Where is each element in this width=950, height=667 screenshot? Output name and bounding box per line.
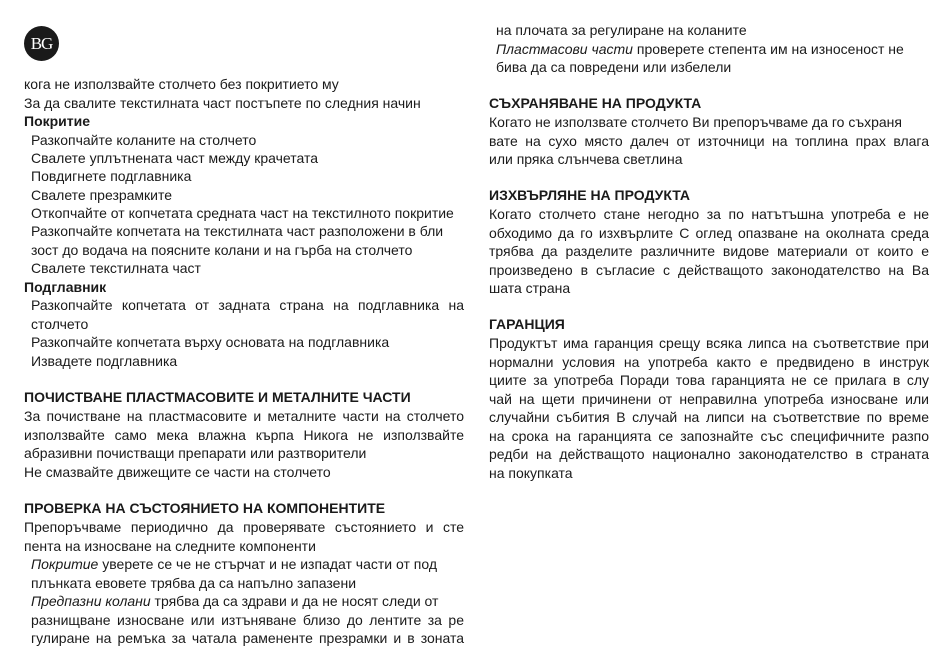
text-line: За почистване на пластмасовите и металните части на столчето <box>24 408 464 424</box>
item-label-cover: Покритие <box>31 556 99 572</box>
text-line: Продуктът има гаранция срещу всяка липса на съответствие при <box>489 335 929 351</box>
text-line: на срока на гаранцията се запознайте със специфичните разпо <box>489 428 929 444</box>
text-line: чай на щети причинени от неправилна употреба износване или <box>489 391 929 407</box>
section-heading-warranty: ГАРАНЦИЯ <box>489 316 565 332</box>
section-heading-cleaning: ПОЧИСТВАНЕ ПЛАСТМАСОВИТЕ И МЕТАЛНИТЕ ЧАСТИ <box>24 389 411 405</box>
section-heading-check: ПРОВЕРКА НА СЪСТОЯНИЕТО НА КОМПОНЕНТИТЕ <box>24 500 386 516</box>
section-heading-disposal: ИЗХВЪРЛЯНЕ НА ПРОДУКТА <box>489 187 690 203</box>
item-text: трябва да са здрави и да не носят следи от <box>150 593 439 609</box>
text-line: бива да са повредени или избелели <box>496 59 732 75</box>
list-item: Свалете презрамките <box>31 187 173 203</box>
text-line: пента на износване на следните компоненти <box>24 538 316 554</box>
text-line: шата страна <box>489 280 571 296</box>
text-line: използвайте само мека влажна кърпа Никога не използвайте <box>24 427 464 443</box>
text-line: За да свалите текстилната част постъпете по следния начин <box>24 95 421 111</box>
text-line: трябва да разделите различните видове материали от които е <box>489 243 929 259</box>
text-line: нормални условия на употреба както е предвидено в инструк <box>489 354 929 370</box>
list-item-cont: столчето <box>31 316 89 332</box>
text-line: Когато столчето стане негодно за по натътъшна употреба е не <box>489 206 929 222</box>
text-line: редби на действащото национално законодателство в страната <box>489 446 929 462</box>
text-line: Когато не използвате столчето Ви препоръчваме да го съхраня <box>489 114 902 130</box>
item-label-belts: Предпазни колани <box>31 593 151 609</box>
text-line: на плочата за регулиране на коланите <box>496 22 747 38</box>
text-line: гулиране на ремъка за чатала рамененте презрамки и в зоната <box>31 630 464 646</box>
list-item: Разкопчайте коланите на столчето <box>31 132 257 148</box>
item-text: проверете степента им на износеност не <box>632 41 904 57</box>
list-item: Свалете уплътнената част между крачетата <box>31 150 319 166</box>
text-line: разнищване износване или изтъняване близо до лентите за ре <box>31 612 464 628</box>
text-line: кога не използвайте столчето без покритието му <box>24 76 339 92</box>
section-heading-cover: Покритие <box>24 113 91 129</box>
text-line: циите за употреба Поради това гаранцията не се прилага в слу <box>489 372 929 388</box>
item-text: уверете се че не стърчат и не изпадат части от под <box>98 556 438 572</box>
section-heading-headrest: Подглавник <box>24 279 107 295</box>
text-line: обходимо да го изхвърлите С оглед опазване на околната среда <box>489 225 929 241</box>
text-line <box>31 592 438 610</box>
list-item-cont: зост до водача на поясните колани и на гърба на столчето <box>31 242 413 258</box>
text-line: на покупката <box>489 465 573 481</box>
list-item: Повдигнете подглавника <box>31 168 192 184</box>
text-line: плънката евовете трябва да са напълно запазени <box>31 575 357 591</box>
text-line <box>31 555 437 573</box>
text-line: случайни събития В случай на липси на съответствие по време <box>489 409 929 425</box>
item-label-plastic: Пластмасови части <box>496 41 633 57</box>
text-line: или пряка слънчева светлина <box>489 151 683 167</box>
section-heading-storage: СЪХРАНЯВАНЕ НА ПРОДУКТА <box>489 95 702 111</box>
list-item: Разкопчайте копчетата на текстилната част разположени в бли <box>31 223 444 239</box>
language-badge: BG <box>24 26 59 61</box>
text-line <box>496 40 904 58</box>
list-item: Разкопчайте копчетата от задната страна на подглавника на <box>31 297 464 313</box>
list-item: Разкопчайте копчетата върху основата на подглавника <box>31 334 390 350</box>
text-line: абразивни почистващи препарати или разтворители <box>24 445 367 461</box>
list-item: Свалете текстилната част <box>31 260 201 276</box>
text-line: Не смазвайте движещите се части на столчето <box>24 464 331 480</box>
list-item: Откопчайте от копчетата средната част на текстилното покритие <box>31 205 454 221</box>
text-line: произведено в съгласие с действащото законодателство на Ва <box>489 262 929 278</box>
text-line: вате на сухо място далеч от източници на топлина прах влага <box>489 133 929 149</box>
text-line: Препоръчваме периодично да проверявате състоянието и сте <box>24 519 464 535</box>
list-item: Извадете подглавника <box>31 353 178 369</box>
